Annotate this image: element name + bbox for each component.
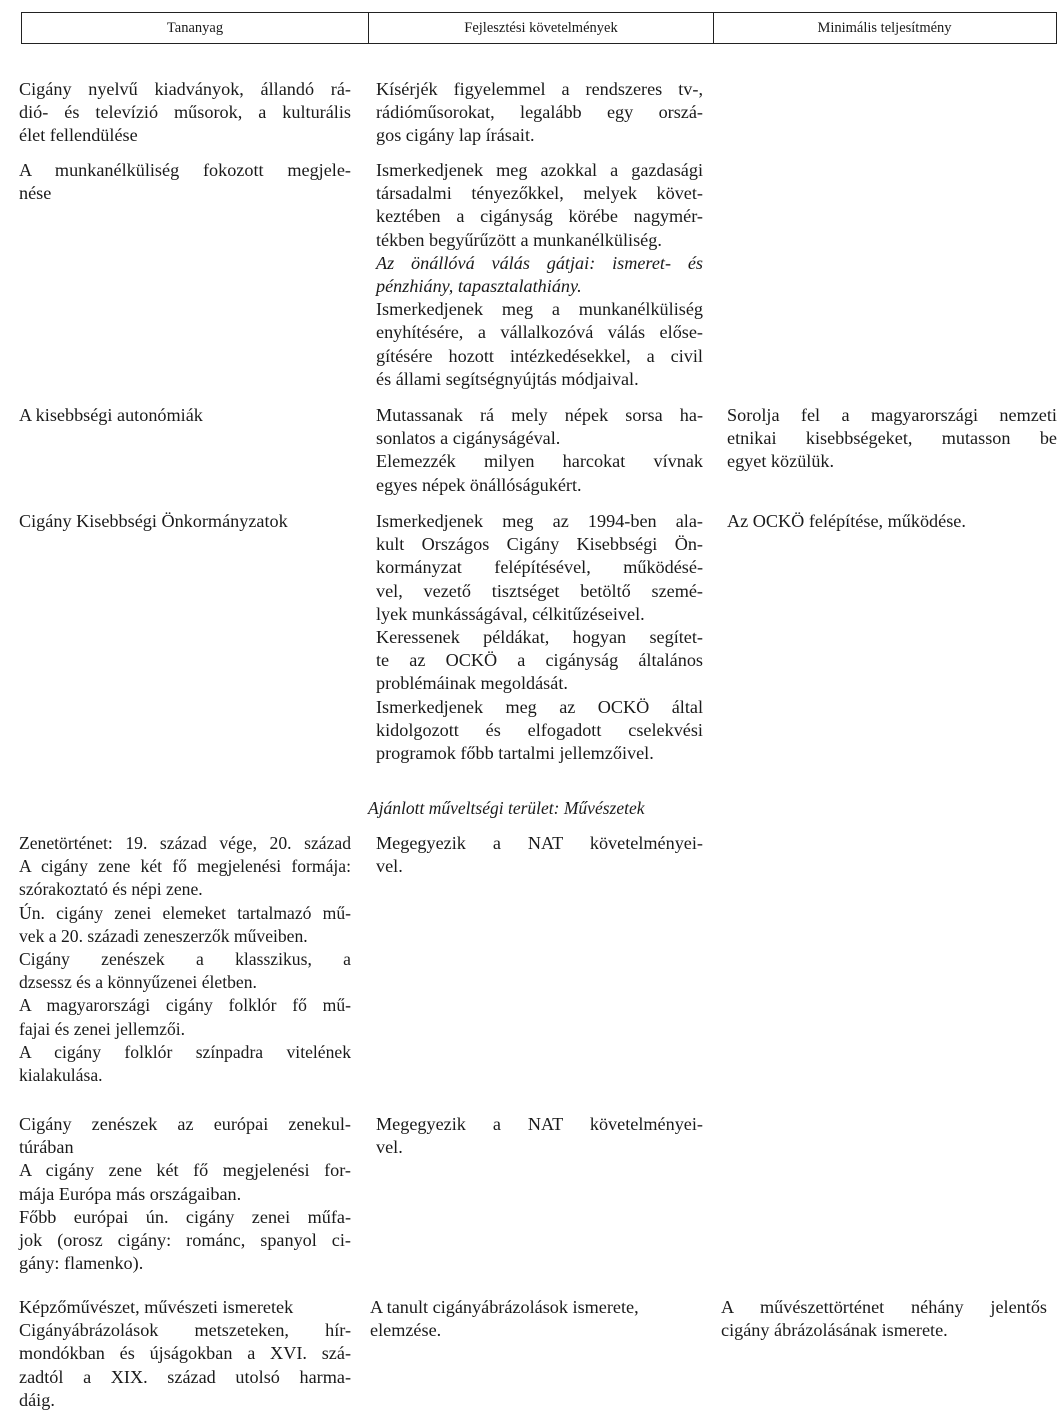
- section-title: Ajánlott műveltségi terület: Művészetek: [368, 798, 645, 818]
- text-line: gos cigány lap írásait.: [376, 125, 535, 146]
- text-line: kidolgozott és elfogadott cselekvési: [376, 719, 703, 740]
- row-4-minimalis: [727, 510, 1057, 533]
- text-line: A kisebbségi autonómiák: [19, 405, 203, 425]
- text-line: mondókban és újságokban a XVI. szá-: [19, 1343, 351, 1364]
- text-line: gítésére hozott intézkedésekkel, a civil: [376, 345, 703, 366]
- text-line: szórakoztató és népi zene.: [19, 879, 203, 900]
- row-1-fejlesztes: [376, 78, 703, 148]
- text-line: vel.: [376, 856, 403, 877]
- text-line: Ismerkedjenek meg a munkanélküliség: [376, 299, 703, 320]
- text-line: Elemezzék milyen harcokat vívnak: [376, 451, 703, 472]
- text-line: A cigány zene két fő megjelenési for-: [19, 1160, 351, 1181]
- row-3-fejlesztes: [376, 404, 703, 497]
- text-line: A művészettörténet néhány jelentős: [721, 1297, 1047, 1317]
- text-line: programok főbb tartalmi jellemzőivel.: [376, 743, 654, 764]
- header-minimalis-teljesitmeny: Minimális teljesítmény: [817, 19, 952, 36]
- text-line: Képzőművészet, művészeti ismeretek: [19, 1297, 294, 1317]
- text-line: zadtól a XIX. század utolsó harma-: [19, 1366, 351, 1387]
- text-line: Kísérjék figyelemmel a rendszeres tv-,: [376, 79, 703, 99]
- text-line: mája Európa más országaiban.: [19, 1183, 242, 1204]
- text-line-italic: pénzhiány, tapasztalathiány.: [376, 276, 582, 297]
- text-line: te az OCKÖ a cigányság általános: [376, 650, 703, 671]
- text-line: fajai és zenei jellemzői.: [19, 1018, 186, 1039]
- text-line: A munkanélküliség fokozott megjele-: [19, 160, 351, 180]
- row-6-fejlesztes: [376, 1113, 703, 1159]
- row-6-tananyag: [19, 1113, 351, 1275]
- row-1-tananyag: [19, 78, 351, 148]
- text-line: Megegyezik a NAT követelményei-: [376, 1114, 703, 1134]
- row-4-fejlesztes: [376, 510, 703, 765]
- text-line: tékben begyűrűzött a munkanélküliség.: [376, 229, 662, 250]
- text-line: Ismerkedjenek meg az OCKÖ által: [376, 696, 703, 717]
- text-line: társadalmi tényezőkkel, melyek követ-: [376, 183, 703, 204]
- text-line: kormányzat felépítésével, működésé-: [376, 557, 703, 578]
- table-header: [21, 12, 1057, 44]
- text-line: kult Országos Cigány Kisebbségi Ön-: [376, 534, 703, 555]
- text-line: A cigány folklór színpadra vitelének: [19, 1041, 351, 1062]
- text-line: gány: flamenko).: [19, 1253, 144, 1274]
- text-line: cigány ábrázolásának ismerete.: [721, 1320, 948, 1341]
- text-line: Cigányábrázolások metszeteken, hír-: [19, 1320, 351, 1341]
- text-line: lyek munkásságával, célkitűzéseivel.: [376, 603, 645, 624]
- text-line: Ismerkedjenek meg az 1994-ben ala-: [376, 511, 703, 531]
- text-line: Cigány Kisebbségi Önkormányzatok: [19, 511, 288, 531]
- text-line: enyhítésére, a vállalkozóvá válás előse-: [376, 322, 703, 343]
- text-line: Az OCKÖ felépítése, működése.: [727, 511, 966, 531]
- text-line: elemzése.: [370, 1320, 442, 1341]
- row-4-tananyag: [19, 510, 351, 533]
- text-line: Mutassanak rá mely népek sorsa ha-: [376, 405, 703, 425]
- text-line: etnikai kisebbségeket, mutasson be: [727, 428, 1057, 449]
- row-3-minimalis: [727, 404, 1057, 474]
- text-line: Cigány zenészek a klasszikus, a: [19, 949, 351, 970]
- text-line: Megegyezik a NAT követelményei-: [376, 833, 703, 853]
- text-line: sonlatos a cigányságéval.: [376, 428, 561, 449]
- text-line: Zenetörténet: 19. század vége, 20. század: [19, 833, 351, 853]
- text-line: és állami segítségnyújtás módjaival.: [376, 368, 639, 389]
- text-line: A magyarországi cigány folklór fő mű-: [19, 995, 351, 1016]
- header-tananyag: Tananyag: [22, 13, 369, 43]
- text-line: Keressenek példákat, hogyan segítet-: [376, 627, 703, 648]
- text-line: vek a 20. századi zeneszerzők műveiben.: [19, 925, 308, 946]
- row-7-minimalis: [721, 1296, 1047, 1342]
- text-line: túrában: [19, 1137, 74, 1158]
- text-line: egyes népek önállóságukért.: [376, 474, 582, 495]
- row-2-tananyag: [19, 159, 351, 205]
- text-line: Ismerkedjenek meg azokkal a gazdasági: [376, 160, 703, 180]
- row-7-fejlesztes: [370, 1296, 697, 1342]
- row-3-tananyag: [19, 404, 351, 427]
- text-line: Sorolja fel a magyarországi nemzeti: [727, 405, 1057, 425]
- header-fejlesztesi-kovetelmenyek: Fejlesztési követelmények: [369, 13, 714, 43]
- text-line: Főbb európai ún. cigány zenei műfa-: [19, 1206, 351, 1227]
- text-line: dió- és televízió műsorok, a kulturális: [19, 102, 351, 123]
- text-line: Ún. cigány zenei elemeket tartalmazó mű-: [19, 902, 351, 923]
- text-line: Cigány zenészek az európai zenekul-: [19, 1114, 351, 1134]
- text-line: A cigány zene két fő megjelenési formája:: [19, 856, 351, 877]
- row-5-fejlesztes: [376, 832, 703, 878]
- text-line: dáig.: [19, 1389, 55, 1410]
- text-line: nése: [19, 183, 52, 204]
- text-line: dzsessz és a könnyűzenei életben.: [19, 972, 257, 993]
- text-line: vel, vezető tisztséget betöltő szemé-: [376, 580, 703, 601]
- text-line: egyet közülük.: [727, 451, 835, 472]
- text-line: A tanult cigányábrázolások ismerete,: [370, 1297, 639, 1317]
- text-line-italic: Az önállóvá válás gátjai: ismeret- és: [376, 252, 703, 273]
- text-line: keztében a cigányság körébe nagymér-: [376, 206, 703, 227]
- row-7-tananyag: [19, 1296, 351, 1412]
- text-line: problémáinak megoldását.: [376, 673, 568, 694]
- text-line: élet fellendülése: [19, 125, 138, 146]
- row-5-tananyag: [19, 832, 351, 1087]
- text-line: jok (orosz cigány: románc, spanyol ci-: [19, 1230, 351, 1251]
- row-2-fejlesztes: [376, 159, 703, 391]
- text-line: rádióműsorokat, legalább egy orszá-: [376, 102, 703, 123]
- text-line: kialakulása.: [19, 1065, 103, 1086]
- text-line: Cigány nyelvű kiadványok, állandó rá-: [19, 79, 351, 99]
- text-line: vel.: [376, 1137, 403, 1158]
